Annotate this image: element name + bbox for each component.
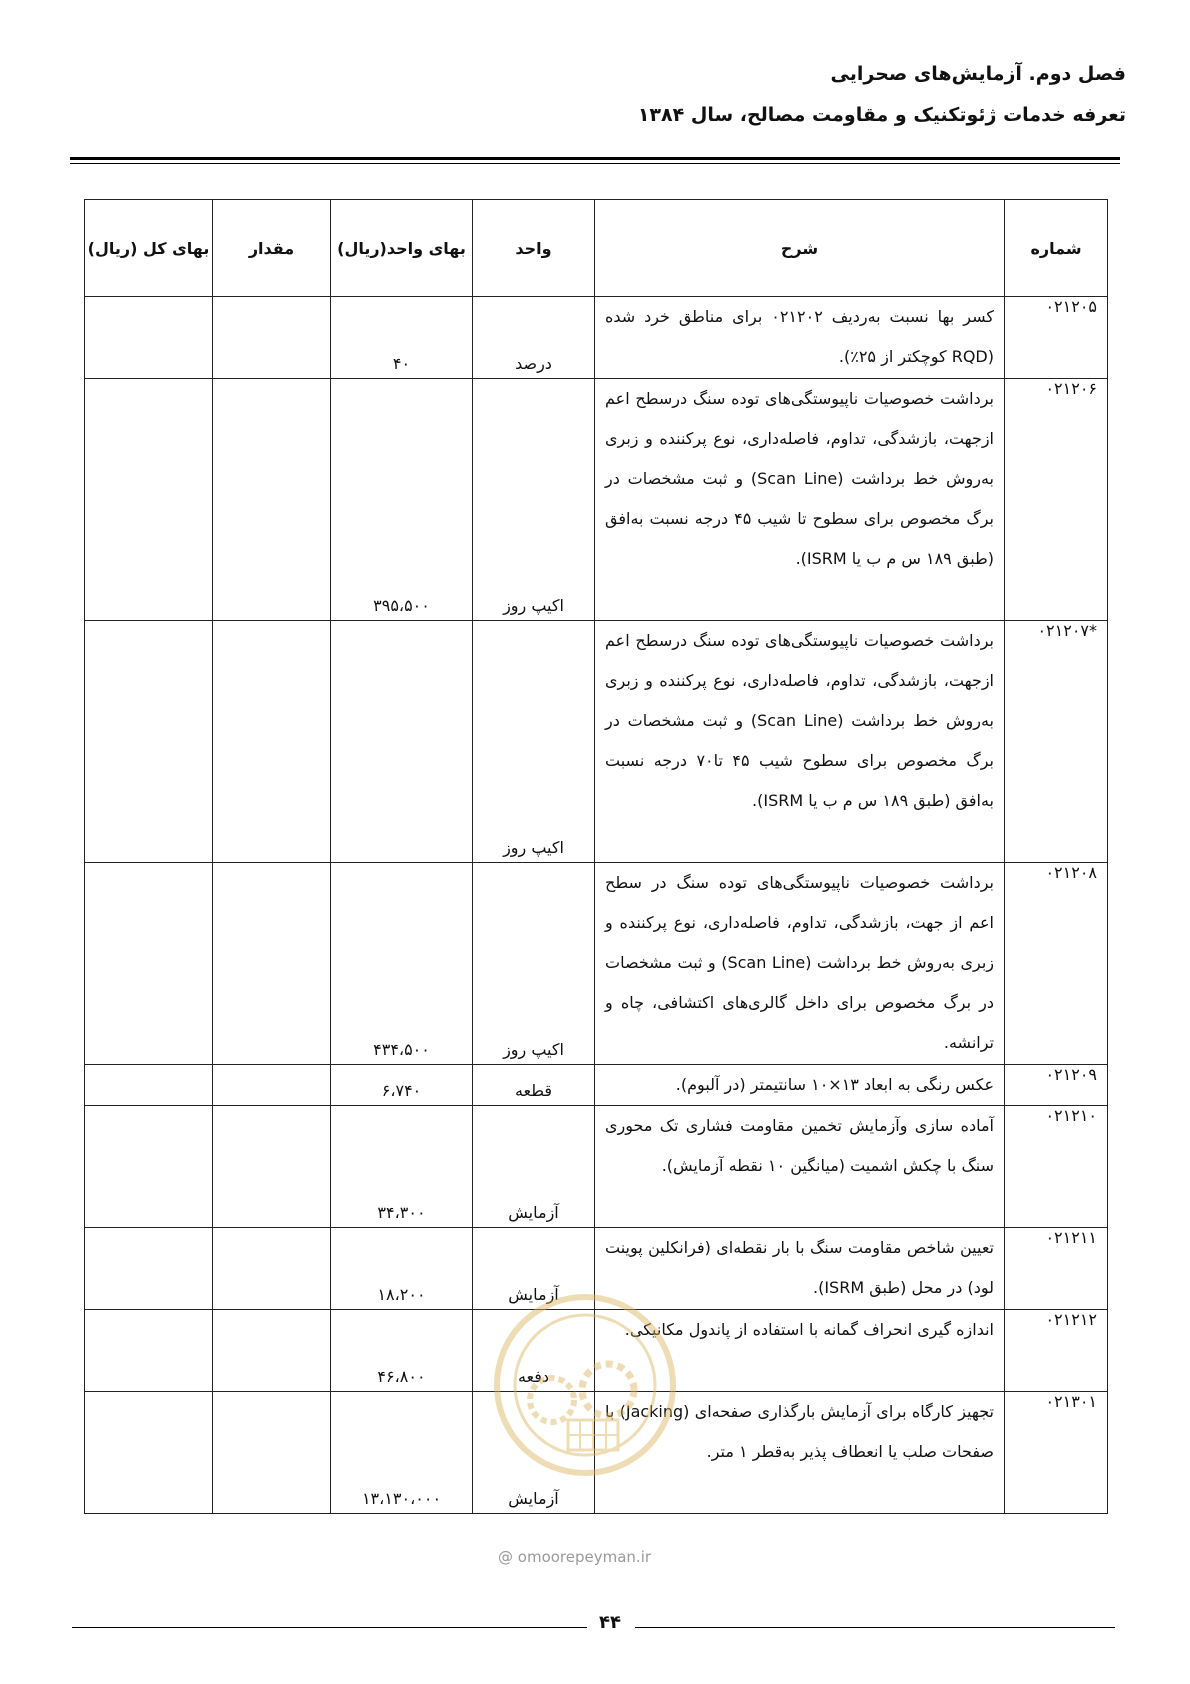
- table-row: [85, 297, 1108, 379]
- row-description: اندازه گیری انحراف گمانه با استفاده از پاندول مکانیکی.: [595, 1310, 1005, 1392]
- row-total: [85, 297, 213, 379]
- row-quantity: [213, 1065, 331, 1106]
- row-code: ۰۲۱۲۱۰: [1005, 1106, 1108, 1228]
- row-code: ۰۲۱۲۰۶: [1005, 379, 1108, 621]
- col-header-total: بهای کل (ریال): [85, 200, 213, 297]
- row-unit-price: ۴۶،۸۰۰: [331, 1310, 473, 1392]
- table-header-row: [85, 200, 1108, 297]
- row-unit: دفعه: [473, 1310, 595, 1392]
- row-unit-price: ۱۳،۱۳۰،۰۰۰: [331, 1392, 473, 1514]
- footer-rule-right: [635, 1627, 1115, 1628]
- row-unit-price: ۳۹۵،۵۰۰: [331, 379, 473, 621]
- row-unit: آزمایش: [473, 1106, 595, 1228]
- col-header-quantity: مقدار: [213, 200, 331, 297]
- row-quantity: [213, 379, 331, 621]
- row-total: [85, 1065, 213, 1106]
- table-row: [85, 621, 1108, 863]
- row-code: ۰۲۱۲۰۵: [1005, 297, 1108, 379]
- table-row: [85, 379, 1108, 621]
- watermark-website: @ omoorepeyman.ir: [498, 1548, 652, 1566]
- col-header-description: شرح: [595, 200, 1005, 297]
- row-code: ۰۲۱۲۰۹: [1005, 1065, 1108, 1106]
- row-code: ۰۲۱۲۰۷*: [1005, 621, 1108, 863]
- row-quantity: [213, 1310, 331, 1392]
- col-header-unit: واحد: [473, 200, 595, 297]
- row-quantity: [213, 1228, 331, 1310]
- row-quantity: [213, 621, 331, 863]
- page-number: ۴۴: [599, 1612, 621, 1633]
- row-unit: درصد: [473, 297, 595, 379]
- col-header-unit-price: بهای واحد(ریال): [331, 200, 473, 297]
- table-row: [85, 863, 1108, 1065]
- row-unit: آزمایش: [473, 1228, 595, 1310]
- row-description: تجهیز کارگاه برای آزمایش بارگذاری صفحه‌ای (Jacking) با صفحات صلب یا انعطاف پذیر به‌قطر ۱ متر.: [595, 1392, 1005, 1514]
- row-unit-price: ۱۸،۲۰۰: [331, 1228, 473, 1310]
- row-quantity: [213, 1392, 331, 1514]
- row-total: [85, 1106, 213, 1228]
- row-total: [85, 1310, 213, 1392]
- table-row: [85, 1106, 1108, 1228]
- row-total: [85, 621, 213, 863]
- row-description: برداشت خصوصیات ناپیوستگی‌های توده سنگ در سطح اعم از جهت، بازشدگی، تداوم، فاصله‌داری، نوع پرکننده و زبری به‌روش خط برداشت (Scan Line) و ثبت مشخصات در برگ مخصوص برای داخل گالری‌های اکتشافی، چاه و ترانشه.: [595, 863, 1005, 1065]
- row-quantity: [213, 1106, 331, 1228]
- row-total: [85, 863, 213, 1065]
- row-unit: اکیپ روز: [473, 379, 595, 621]
- header-rule-thick: [70, 157, 1120, 160]
- watermark-site-text: omoorepeyman.ir: [517, 1548, 652, 1566]
- row-unit-price: [331, 621, 473, 863]
- row-description: برداشت خصوصیات ناپیوستگی‌های توده سنگ درسطح اعم ازجهت، بازشدگی، تداوم، فاصله‌داری، نوع پرکننده و زبری به‌روش خط برداشت (Scan Line) و ثبت مشخصات در برگ مخصوص برای سطوح شیب ۴۵ تا۷۰ درجه نسبت به‌افق (طبق ۱۸۹ س م ب یا ISRM).: [595, 621, 1005, 863]
- row-total: [85, 379, 213, 621]
- row-description: برداشت خصوصیات ناپیوستگی‌های توده سنگ درسطح اعم ازجهت، بازشدگی، تداوم، فاصله‌داری، نوع پرکننده و زبری به‌روش خط برداشت (Scan Line) و ثبت مشخصات در برگ مخصوص برای سطوح تا شیب ۴۵ درجه نسبت به‌افق (طبق ۱۸۹ س م ب یا ISRM).: [595, 379, 1005, 621]
- col-header-code: شماره: [1005, 200, 1108, 297]
- row-code: ۰۲۱۲۰۸: [1005, 863, 1108, 1065]
- row-quantity: [213, 863, 331, 1065]
- row-unit: قطعه: [473, 1065, 595, 1106]
- row-unit-price: ۳۴،۳۰۰: [331, 1106, 473, 1228]
- header-rule-thin: [70, 163, 1120, 164]
- row-unit-price: ۴۰: [331, 297, 473, 379]
- row-unit-price: ۶،۷۴۰: [331, 1065, 473, 1106]
- chapter-title: فصل دوم. آزمایش‌های صحرایی: [830, 63, 1126, 85]
- row-total: [85, 1228, 213, 1310]
- row-code: ۰۲۱۲۱۱: [1005, 1228, 1108, 1310]
- book-title: تعرفه خدمات ژئوتکنیک و مقاومت مصالح، سال ۱۳۸۴: [637, 104, 1126, 126]
- row-unit: اکیپ روز: [473, 863, 595, 1065]
- row-description: عکس رنگی به ابعاد ۱۳×۱۰ سانتیمتر (در آلبوم).: [595, 1065, 1005, 1106]
- row-code: ۰۲۱۳۰۱: [1005, 1392, 1108, 1514]
- row-description: کسر بها نسبت به‌ردیف ۰۲۱۲۰۲ برای مناطق خرد شده (RQD کوچکتر از ۲۵٪).: [595, 297, 1005, 379]
- row-quantity: [213, 297, 331, 379]
- row-unit: آزمایش: [473, 1392, 595, 1514]
- row-unit-price: ۴۳۴،۵۰۰: [331, 863, 473, 1065]
- row-description: تعیین شاخص مقاومت سنگ با بار نقطه‌ای (فرانکلین پوینت لود) در محل (طبق ISRM).: [595, 1228, 1005, 1310]
- row-total: [85, 1392, 213, 1514]
- table-row: [85, 1065, 1108, 1106]
- row-description: آماده سازی وآزمایش تخمین مقاومت فشاری تک محوری سنگ با چکش اشمیت (میانگین ۱۰ نقطه آزمایش).: [595, 1106, 1005, 1228]
- row-code: ۰۲۱۲۱۲: [1005, 1310, 1108, 1392]
- row-unit: اکیپ روز: [473, 621, 595, 863]
- watermark-seal-icon: [490, 1290, 680, 1480]
- footer-rule-left: [72, 1627, 587, 1628]
